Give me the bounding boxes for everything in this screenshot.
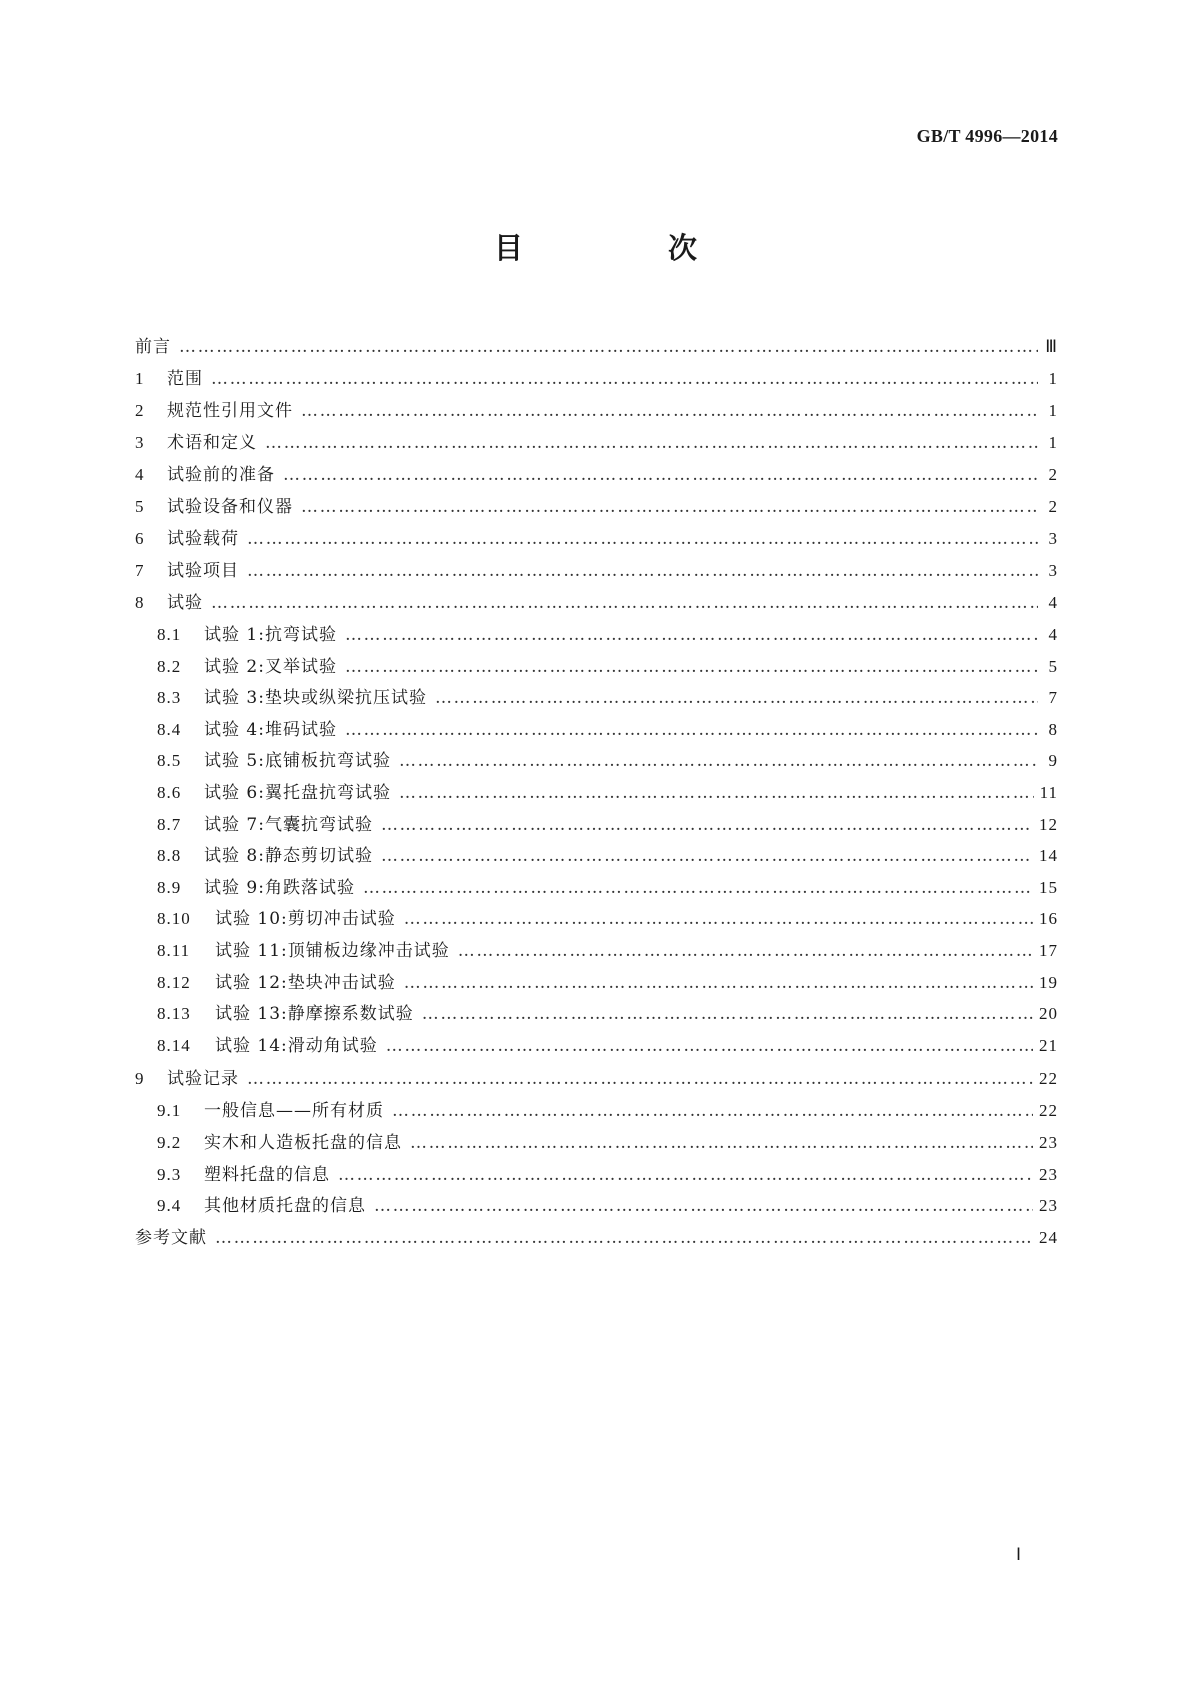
toc-entry-6[interactable]: [135, 524, 1058, 556]
dot-leader: [345, 657, 1038, 677]
toc-entry-page: 9: [1048, 751, 1058, 771]
toc-entry-title: 试验 14:滑动角试验: [215, 1035, 378, 1056]
dot-leader: [404, 973, 1033, 993]
toc-entry-title: 试验前的准备: [167, 465, 275, 485]
dot-leader: [422, 1004, 1033, 1024]
toc-entry-9-2[interactable]: [135, 1128, 1058, 1160]
toc-entry-number: 9.2: [157, 1132, 182, 1152]
toc-entry-number: 3: [135, 433, 145, 452]
dot-leader: [345, 625, 1038, 645]
toc-entry-number: 6: [135, 529, 145, 548]
toc-entry-page: 23: [1039, 1164, 1058, 1184]
toc-entry-page: 7: [1048, 688, 1058, 708]
toc-entry-title: 试验 8:静态剪切试验: [204, 846, 373, 867]
toc-entry-8-8[interactable]: [135, 841, 1058, 873]
toc-entry-page: 2: [1048, 465, 1058, 484]
dot-leader: [301, 401, 1038, 421]
page-title: 目 次: [493, 231, 755, 265]
toc-entry-page: 2: [1048, 497, 1058, 516]
toc-entry-number: 8.12: [157, 972, 191, 992]
dot-leader: [404, 909, 1033, 929]
toc-entry-page: 22: [1039, 1101, 1058, 1121]
dot-leader: [381, 846, 1033, 866]
toc-entry-8-1[interactable]: [135, 620, 1058, 652]
toc-entry-title: 试验: [167, 593, 203, 613]
toc-entry-references[interactable]: [135, 1223, 1058, 1255]
dot-leader: [265, 433, 1038, 453]
toc-entry-8-14[interactable]: [135, 1031, 1058, 1063]
toc-entry-number: 4: [135, 465, 145, 484]
toc-entry-3[interactable]: [135, 428, 1058, 460]
toc-entry-title: 规范性引用文件: [167, 401, 293, 421]
toc-entry-title: 实木和人造板托盘的信息: [204, 1132, 402, 1153]
toc-entry-page: 3: [1048, 561, 1058, 580]
toc-entry-number: 9: [135, 1069, 145, 1089]
toc-entry-number: 8.1: [157, 625, 182, 644]
toc-entry-title: 试验 9:角跌落试验: [204, 877, 355, 898]
dot-leader: [386, 1036, 1033, 1056]
toc-entry-page: 1: [1048, 401, 1058, 420]
toc-entry-title: 范围: [167, 369, 203, 389]
toc-entry-9-3[interactable]: [135, 1160, 1058, 1192]
toc-entry-page: 22: [1039, 1069, 1058, 1089]
toc-entry-title: 试验 7:气囊抗弯试验: [204, 814, 373, 835]
dot-leader: [381, 815, 1033, 835]
toc-entry-title: 试验 10:剪切冲击试验: [215, 909, 396, 930]
toc-entry-8-6[interactable]: [135, 778, 1058, 810]
toc-entry-8[interactable]: [135, 588, 1058, 620]
dot-leader: [399, 751, 1038, 771]
toc-entry-number: 8.3: [157, 688, 182, 708]
toc-entry-page: 8: [1048, 719, 1058, 739]
toc-entry-title: 参考文献: [135, 1227, 207, 1248]
toc-entry-8-11[interactable]: [135, 936, 1058, 968]
toc-entry-number: 8.2: [157, 656, 182, 676]
dot-leader: [435, 688, 1038, 708]
toc-entry-number: 8.11: [157, 940, 191, 960]
toc-entry-number: 8.9: [157, 877, 182, 897]
dot-leader: [338, 1165, 1033, 1185]
toc-entry-page: 20: [1039, 1004, 1058, 1024]
toc-entry-number: 9.4: [157, 1196, 182, 1216]
toc-entry-title: 试验 2:叉举试验: [204, 656, 337, 677]
toc-entry-page: 15: [1039, 877, 1058, 897]
toc-entry-9-1[interactable]: [135, 1096, 1058, 1128]
toc-entry-page: 16: [1039, 909, 1058, 929]
toc-entry-number: 9.1: [157, 1101, 182, 1121]
toc-entry-title: 试验 6:翼托盘抗弯试验: [204, 782, 391, 803]
toc-entry-title: 试验 4:堆码试验: [204, 719, 337, 740]
toc-entry-page: 11: [1039, 782, 1058, 802]
toc-entry-page: 1: [1048, 433, 1058, 452]
toc-entry-title: 试验 11:顶铺板边缘冲击试验: [215, 940, 450, 961]
dot-leader: [392, 1101, 1033, 1121]
dot-leader: [283, 465, 1038, 485]
toc-entry-title: 塑料托盘的信息: [204, 1164, 330, 1185]
toc-entry-8-4[interactable]: [135, 715, 1058, 747]
toc-entry-page: 17: [1039, 940, 1058, 960]
toc-entry-number: 7: [135, 561, 145, 580]
toc-entry-number: 8.13: [157, 1004, 191, 1024]
toc-entry-number: 8.7: [157, 814, 182, 834]
dot-leader: [247, 561, 1038, 581]
toc-entry-page: 4: [1048, 625, 1058, 644]
toc-entry-8-10[interactable]: [135, 904, 1058, 936]
dot-leader: [363, 878, 1033, 898]
dot-leader: [211, 593, 1038, 613]
dot-leader: [301, 497, 1038, 517]
toc-entry-page: 23: [1039, 1132, 1058, 1152]
toc-entry-number: 1: [135, 369, 145, 388]
toc-entry-title: 试验 12:垫块冲击试验: [215, 972, 396, 993]
toc-entry-number: 5: [135, 497, 145, 516]
dot-leader: [399, 783, 1034, 803]
toc-entry-page: 19: [1039, 972, 1058, 992]
toc-entry-title: 试验记录: [167, 1069, 239, 1090]
toc-entry-8-12[interactable]: [135, 968, 1058, 1000]
toc-entry-title: 试验设备和仪器: [167, 497, 293, 517]
toc-entry-title: 试验 1:抗弯试验: [204, 625, 337, 645]
toc-entry-page: 14: [1039, 846, 1058, 866]
toc-entry-foreword[interactable]: [135, 332, 1058, 364]
toc-entry-title: 前言: [135, 337, 171, 357]
toc-entry-title: 试验 3:垫块或纵梁抗压试验: [204, 688, 427, 709]
toc-entry-title: 试验 5:底铺板抗弯试验: [204, 751, 391, 772]
toc-entry-title: 试验 13:静摩擦系数试验: [215, 1004, 414, 1025]
dot-leader: [458, 941, 1033, 961]
dot-leader: [179, 337, 1038, 357]
toc-entry-4[interactable]: [135, 460, 1058, 492]
toc-entry-page: 4: [1048, 593, 1058, 612]
toc-entry-number: 8.4: [157, 719, 182, 739]
table-of-contents: [135, 332, 1058, 1255]
toc-entry-page: 1: [1048, 369, 1058, 388]
toc-entry-number: 8.8: [157, 846, 182, 866]
toc-entry-8-7[interactable]: [135, 810, 1058, 842]
toc-entry-8-3[interactable]: [135, 683, 1058, 715]
toc-entry-page: 24: [1039, 1227, 1058, 1247]
toc-entry-title: 试验项目: [167, 561, 239, 581]
toc-entry-5[interactable]: [135, 492, 1058, 524]
toc-entry-page: 5: [1048, 656, 1058, 676]
toc-entry-8-13[interactable]: [135, 999, 1058, 1031]
dot-leader: [247, 1069, 1033, 1089]
dot-leader: [211, 369, 1038, 389]
toc-entry-page: 21: [1039, 1035, 1058, 1055]
toc-entry-8-9[interactable]: [135, 873, 1058, 905]
toc-entry-2[interactable]: [135, 396, 1058, 428]
toc-entry-number: 8.14: [157, 1035, 191, 1055]
toc-entry-7[interactable]: [135, 556, 1058, 588]
toc-entry-number: 9.3: [157, 1164, 182, 1184]
toc-entry-title: 试验载荷: [167, 529, 239, 549]
toc-entry-number: 8: [135, 593, 145, 612]
toc-entry-page: 12: [1039, 814, 1058, 834]
dot-leader: [374, 1196, 1033, 1216]
toc-entry-number: 2: [135, 401, 145, 420]
toc-entry-9-4[interactable]: [135, 1191, 1058, 1223]
standard-code: GB/T 4996—2014: [916, 126, 1058, 146]
toc-entry-title: 一般信息——所有材质: [204, 1101, 384, 1122]
dot-leader: [215, 1228, 1033, 1248]
page-number: Ⅰ: [1016, 1545, 1022, 1564]
toc-entry-title: 术语和定义: [167, 433, 257, 453]
toc-entry-number: 8.6: [157, 782, 182, 802]
toc-entry-page: Ⅲ: [1045, 337, 1058, 356]
dot-leader: [410, 1133, 1033, 1153]
toc-entry-8-2[interactable]: [135, 652, 1058, 684]
toc-entry-page: 3: [1048, 529, 1058, 548]
toc-entry-8-5[interactable]: [135, 746, 1058, 778]
toc-entry-page: 23: [1039, 1196, 1058, 1216]
dot-leader: [345, 720, 1038, 740]
toc-entry-1[interactable]: [135, 364, 1058, 396]
toc-entry-number: 8.5: [157, 751, 182, 771]
toc-entry-number: 8.10: [157, 909, 191, 929]
toc-entry-9[interactable]: [135, 1064, 1058, 1096]
dot-leader: [247, 529, 1038, 549]
toc-entry-title: 其他材质托盘的信息: [204, 1196, 366, 1217]
